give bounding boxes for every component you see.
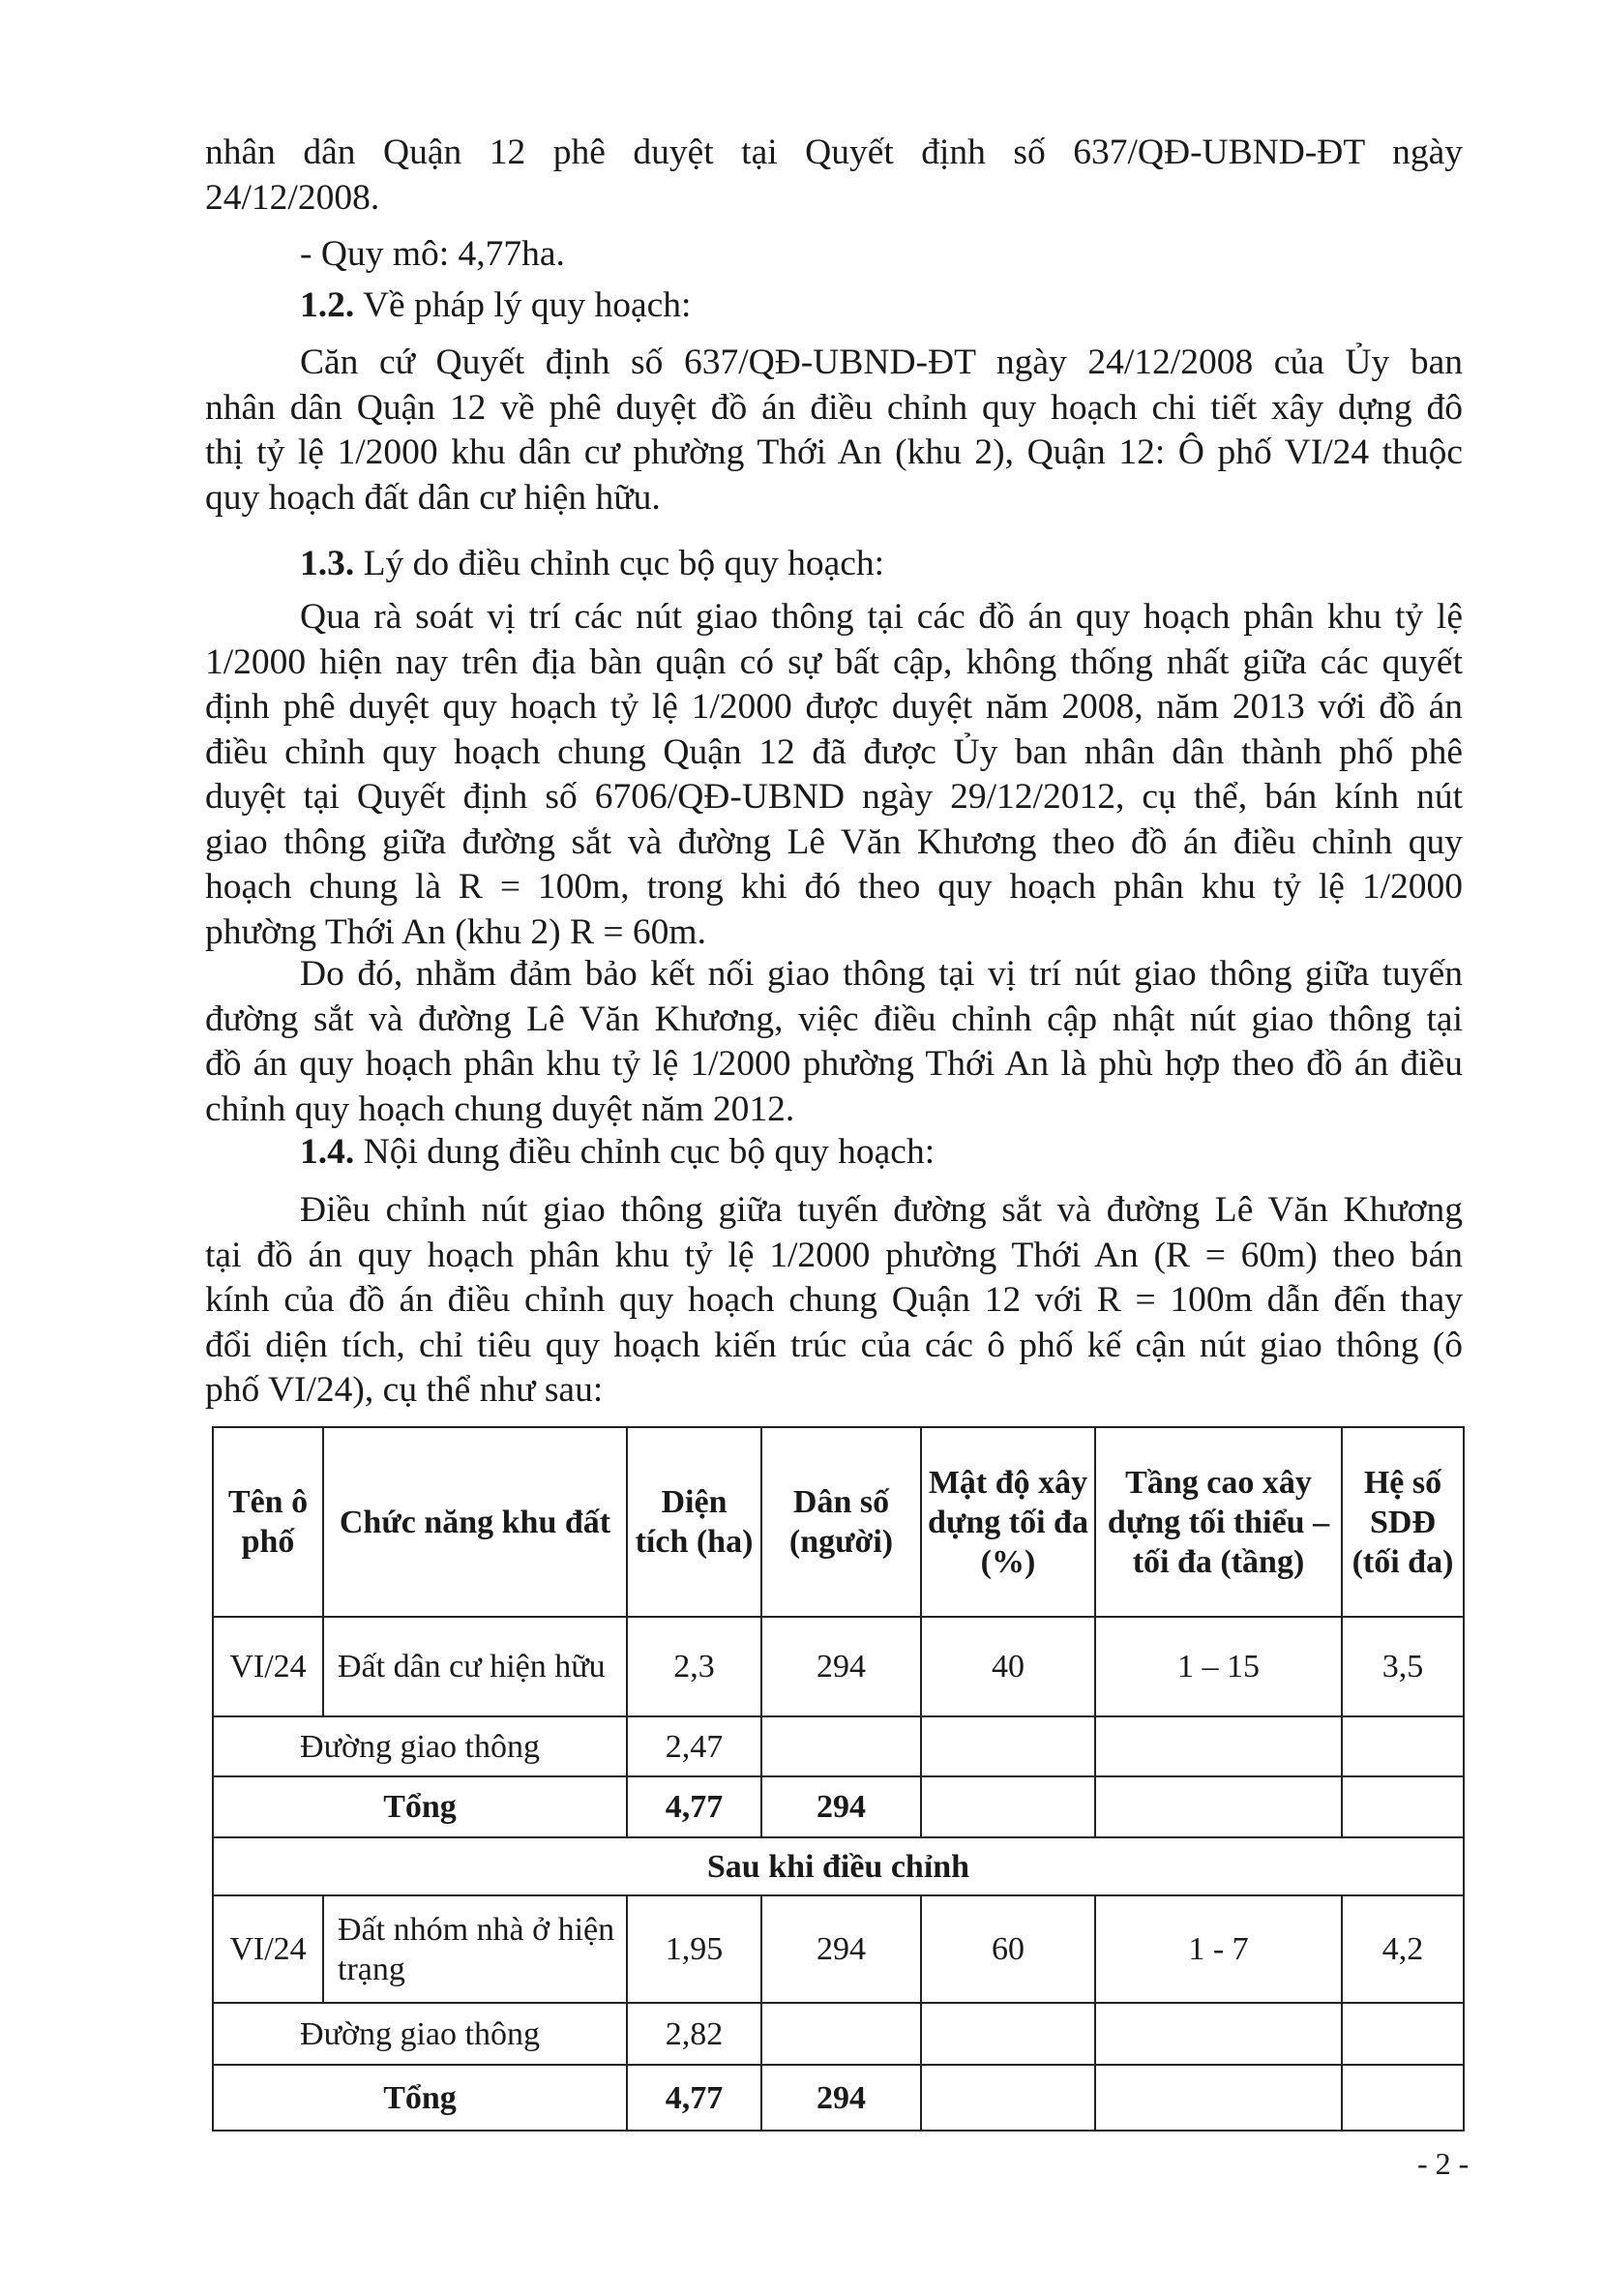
text-line: thị tỷ lệ 1/2000 khu dân cư phường Thới An (khu 2), Quận 12: Ô phố VI/24 thuộc [205, 432, 1463, 472]
table-cell: Đường giao thông [213, 1716, 627, 1776]
text-line: kính của đồ án điều chỉnh quy hoạch chung Quận 12 với R = 100m dẫn đến thay [205, 1280, 1463, 1320]
table-cell: VI/24 [213, 1617, 323, 1716]
text-line: điều chỉnh quy hoạch chung Quận 12 đã được Ủy ban nhân dân thành phố phê [205, 731, 1463, 772]
header-cell: Tầng cao xây dựng tối thiểu – tối đa (tầng) [1095, 1427, 1342, 1617]
text-line: 24/12/2008. [205, 177, 380, 218]
table-section-row [213, 1837, 1464, 1895]
table-cell: 60 [921, 1895, 1095, 2003]
heading-text: Về pháp lý quy hoạch: [354, 285, 692, 325]
table-cell [761, 1716, 921, 1776]
table-cell: 2,3 [627, 1617, 761, 1716]
header-cell: Dân số (người) [761, 1427, 921, 1617]
heading-1-2 [205, 283, 1463, 329]
heading-1-3 [205, 542, 1463, 587]
table-cell: VI/24 [213, 1895, 323, 2003]
table-cell: 294 [761, 2065, 921, 2131]
table-cell [1342, 1776, 1464, 1837]
header-cell: Mật độ xây dựng tối đa (%) [921, 1427, 1095, 1617]
table-cell: Đường giao thông [213, 2003, 627, 2065]
table-cell [1095, 2003, 1342, 2065]
text-line: quy hoạch đất dân cư hiện hữu. [205, 477, 661, 518]
page-number: - 2 - [1417, 2146, 1470, 2181]
table-cell: 1 - 7 [1095, 1895, 1342, 2003]
table-row [213, 1716, 1464, 1776]
table-cell [1095, 2065, 1342, 2131]
table-cell [1095, 1716, 1342, 1776]
text-line: Căn cứ Quyết định số 637/QĐ-UBND-ĐT ngày 24/12/2008 của Ủy ban [300, 343, 1463, 382]
table-cell: 294 [761, 1617, 921, 1716]
table-cell [921, 1716, 1095, 1776]
table-cell [921, 1776, 1095, 1837]
text-line: Điều chỉnh nút giao thông giữa tuyến đường sắt và đường Lê Văn Khương [300, 1190, 1463, 1230]
table-total-row [213, 2065, 1464, 2131]
paragraph-content [205, 1188, 1463, 1414]
heading-text: Lý do điều chỉnh cục bộ quy hoạch: [354, 544, 885, 583]
text-line: nhân dân Quận 12 phê duyệt tại Quyết định số 637/QĐ-UBND-ĐT ngày [205, 133, 1463, 172]
table-cell [921, 2003, 1095, 2065]
header-cell: Diện tích (ha) [627, 1427, 761, 1617]
table-cell: Tổng [213, 2065, 627, 2131]
text-line: tại đồ án quy hoạch phân khu tỷ lệ 1/2000 phường Thới An (R = 60m) theo bán [205, 1235, 1463, 1275]
table-cell: Đất nhóm nhà ở hiện trạng [323, 1895, 627, 2003]
table-cell: 1 – 15 [1095, 1617, 1342, 1716]
paragraph-approval [205, 131, 1463, 221]
text-line: chỉnh quy hoạch chung duyệt năm 2012. [205, 1088, 795, 1129]
table-cell [1342, 1716, 1464, 1776]
text-line: hoạch chung là R = 100m, trong khi đó theo quy hoạch phân khu tỷ lệ 1/2000 [205, 867, 1463, 907]
table-cell: 294 [761, 1776, 921, 1837]
table-cell [921, 2065, 1095, 2131]
text-line: nhân dân Quận 12 về phê duyệt đồ án điều chỉnh quy hoạch chi tiết xây dựng đô [205, 387, 1463, 428]
table-cell: 294 [761, 1895, 921, 2003]
table-cell: 2,47 [627, 1716, 761, 1776]
paragraph-conclusion [205, 952, 1463, 1132]
table-cell: 4,77 [627, 1776, 761, 1837]
heading-number: 1.2. [300, 285, 355, 325]
table-row [213, 2003, 1464, 2065]
text-line: phường Thới An (khu 2) R = 60m. [205, 911, 706, 952]
text-line: giao thông giữa đường sắt và đường Lê Văn Khương theo đồ án điều chỉnh quy [205, 821, 1463, 862]
table-cell: 4,77 [627, 2065, 761, 2131]
table-cell: 1,95 [627, 1895, 761, 2003]
paragraph-scale [205, 232, 1463, 278]
table-cell [1095, 1776, 1342, 1837]
table-row [213, 1617, 1464, 1716]
heading-number: 1.3. [300, 544, 355, 583]
table-cell [761, 2003, 921, 2065]
planning-table [212, 1426, 1465, 2132]
table-cell: 3,5 [1342, 1617, 1464, 1716]
header-cell: Chức năng khu đất [323, 1427, 627, 1617]
section-heading: Sau khi điều chỉnh [213, 1837, 1464, 1895]
text-line: Qua rà soát vị trí các nút giao thông tại các đồ án quy hoạch phân khu tỷ lệ [300, 597, 1463, 637]
paragraph-reason [205, 595, 1463, 955]
text-line: - Quy mô: 4,77ha. [300, 234, 565, 274]
table-cell: 40 [921, 1617, 1095, 1716]
table-row [213, 1895, 1464, 2003]
header-cell: Tên ô phố [213, 1427, 323, 1617]
header-cell: Hệ số SDĐ (tối đa) [1342, 1427, 1464, 1617]
heading-1-4 [205, 1130, 1463, 1176]
heading-number: 1.4. [300, 1132, 355, 1172]
text-line: định phê duyệt quy hoạch tỷ lệ 1/2000 được duyệt năm 2008, năm 2013 với đồ án [205, 687, 1463, 727]
table-cell: 2,82 [627, 2003, 761, 2065]
table-header-row [213, 1427, 1464, 1617]
text-line: đường sắt và đường Lê Văn Khương, việc điều chỉnh cập nhật nút giao thông tại [205, 999, 1463, 1039]
table-cell: Tổng [213, 1776, 627, 1837]
heading-text: Nội dung điều chỉnh cục bộ quy hoạch: [354, 1132, 936, 1172]
table-cell [1342, 2003, 1464, 2065]
text-line: Do đó, nhằm đảm bảo kết nối giao thông tại vị trí nút giao thông giữa tuyến [300, 954, 1463, 994]
table-cell: 4,2 [1342, 1895, 1464, 2003]
text-line: phố VI/24), cụ thể như sau: [205, 1370, 604, 1410]
table-total-row [213, 1776, 1464, 1837]
paragraph-legal-basis [205, 341, 1463, 521]
text-line: đồ án quy hoạch phân khu tỷ lệ 1/2000 phường Thới An là phù hợp theo đồ án điều [205, 1044, 1463, 1084]
text-line: 1/2000 hiện nay trên địa bàn quận có sự bất cập, không thống nhất giữa các quyết [205, 641, 1463, 682]
table-cell [1342, 2065, 1464, 2131]
table-cell: Đất dân cư hiện hữu [323, 1617, 627, 1716]
text-line: đổi diện tích, chỉ tiêu quy hoạch kiến trúc của các ô phố kế cận nút giao thông (ô [205, 1325, 1463, 1365]
text-line: duyệt tại Quyết định số 6706/QĐ-UBND ngày 29/12/2012, cụ thể, bán kính nút [205, 777, 1463, 817]
